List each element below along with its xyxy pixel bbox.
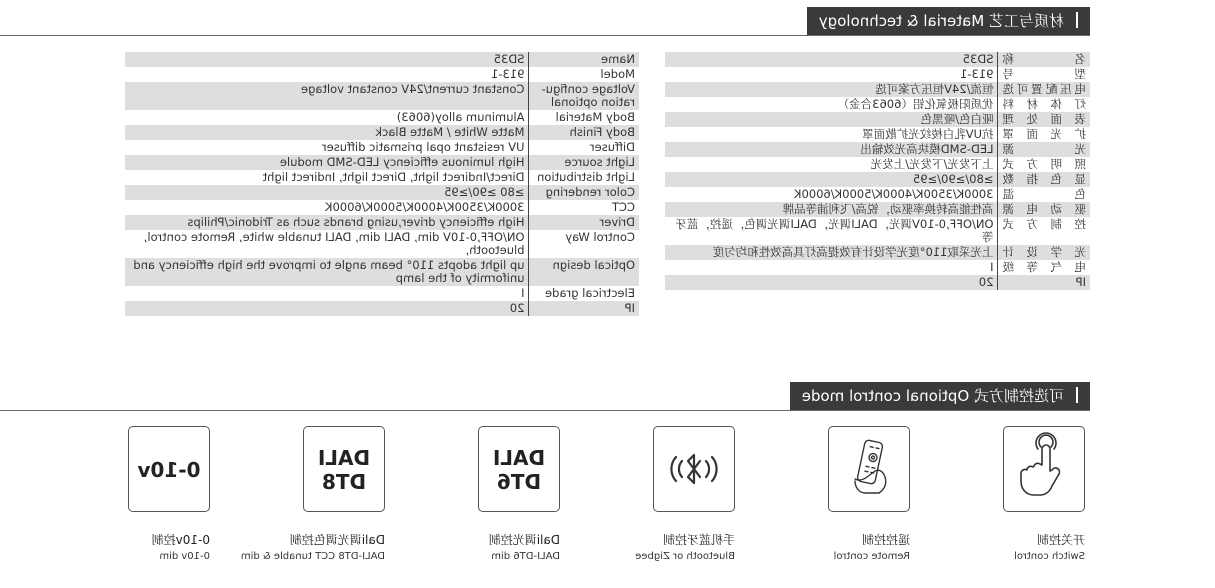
spec-value: SD35: [665, 52, 998, 67]
dali-dt6-box: [478, 426, 560, 512]
spec-key: Model: [529, 67, 639, 82]
spec-value: ON/OFF,0-10V dim, DALI dim, DALI tunable white, Remote control, bluetooth,: [143, 230, 525, 257]
spec-value: High efficiency driver,using brands such as Tridonic/Philips: [125, 215, 529, 230]
remote-control-icon: [829, 427, 909, 511]
spec-row: [665, 202, 1090, 217]
dali-dt6-icon: [479, 427, 559, 511]
spec-key: Diffuser: [529, 140, 639, 155]
spec-row: [125, 301, 639, 316]
spec-row: [125, 286, 639, 301]
spec-row: [665, 260, 1090, 275]
control-caption-en: DALI-DT8 CCT tunable & dim: [240, 551, 385, 562]
spec-value: 优质阳极氧化铝（6063合金）: [837, 97, 994, 111]
spec-value: 20: [665, 275, 998, 290]
bluetooth-icon: [654, 427, 734, 511]
spec-key: Driver: [529, 215, 639, 230]
spec-value: 20: [125, 301, 529, 316]
spec-value: 上下发光/下发光/上发光: [870, 157, 994, 171]
spec-value: Aluminum alloy(6063): [396, 110, 525, 124]
dali-dt8-icon: [304, 427, 384, 511]
spec-value: High luminous efficiency LED-SMD module: [125, 155, 529, 170]
spec-key: 光 源: [998, 142, 1090, 157]
spec-row: [665, 245, 1090, 260]
spec-key: Name: [529, 52, 639, 67]
spec-key: Optical design: [529, 258, 639, 286]
dali-dt8-line1: DALI: [317, 446, 371, 470]
header-divider: [1076, 387, 1078, 403]
dali-dt8-box: [303, 426, 385, 512]
control-caption-en: DALI-DT6 dim: [491, 551, 560, 562]
spec-value: up light adopts 110° beam angle to improve the high efficiency and uniformity of the lamp: [125, 258, 529, 286]
spec-key: 控制方式: [998, 217, 1090, 245]
spec-key: Color rendering: [529, 185, 639, 200]
spec-value: ≥80/≥90/≥95: [665, 172, 998, 187]
control-caption-cn: 0-10v控制: [151, 533, 210, 547]
switch-control-box: [1003, 426, 1085, 512]
control-caption-cn: 开关控制: [1036, 533, 1085, 547]
spec-row: [665, 275, 1090, 290]
spec-value: 恒流/24V恒压方案可选: [665, 82, 998, 97]
spec-row: [125, 200, 639, 215]
material-header-rule: [0, 35, 1090, 36]
spec-row: [125, 82, 639, 110]
spec-value: 913-1: [960, 67, 994, 81]
spec-value: 抗UV乳白棱纹光扩散面罩: [862, 127, 994, 141]
hand-press-icon: [1004, 427, 1084, 511]
spec-row: [125, 258, 639, 286]
spec-value: Direct/Indirect light, Direct light, Indirect light: [262, 170, 525, 184]
spec-row: [125, 230, 639, 258]
control-header-text: 可选控制方式 Optional control mode: [801, 387, 1064, 405]
spec-key: 扩 光 面 罩: [998, 127, 1090, 142]
spec-value: ON/OFF,0-10V调光，DALI调光，DALI调光调色，遥控，蓝牙等: [675, 217, 994, 244]
dali-dt6-line2: DT6: [496, 470, 542, 494]
spec-row: [665, 52, 1090, 67]
dali-dt6-line1: DALI: [492, 446, 546, 470]
spec-key: 表 面 处 理: [998, 112, 1090, 127]
spec-row: [125, 185, 639, 200]
spec-row: [665, 157, 1090, 172]
spec-key: Light distribution: [529, 170, 639, 185]
spec-value: 高性能高转换率驱动，锐高/飞利浦等品牌: [665, 202, 998, 217]
remote-control-box: [828, 426, 910, 512]
spec-value: UV resistant opal prismatic diffuser: [321, 140, 525, 154]
spec-value: 3000K/3500K/4000K/5000K/6000K: [793, 187, 994, 201]
control-caption-en: Bluetooth or Zigbee: [635, 551, 735, 562]
spec-row: [665, 67, 1090, 82]
spec-value: I: [990, 260, 994, 274]
material-header: [807, 7, 1090, 35]
spec-value: Constant current/24V constant voltage: [125, 82, 529, 110]
spec-row: [125, 67, 639, 82]
spec-row: [665, 142, 1090, 157]
spec-value: Matte White / Matte Black: [125, 125, 529, 140]
dimmer-0-10v-label: 0-10v: [137, 458, 201, 482]
spec-key: Control Way: [529, 230, 639, 258]
spec-key: Body Material: [529, 110, 639, 125]
spec-key: 显 色 指 数: [998, 172, 1090, 187]
spec-row: [125, 110, 639, 125]
control-caption-cn: 遥控控制: [861, 533, 910, 547]
spec-value: 913-1: [491, 67, 525, 81]
spec-row: [665, 187, 1090, 202]
spec-value: ≥80 ≥90/≥95: [125, 185, 529, 200]
spec-table-cn: [665, 52, 1090, 290]
spec-key: IP: [529, 301, 639, 316]
material-header-text: 材质与工艺 Material & technology: [818, 12, 1064, 30]
spec-key: Light source: [529, 155, 639, 170]
control-caption-cn: Dali调光调色控制: [289, 533, 385, 547]
spec-key: Electrical grade: [529, 286, 639, 301]
dimmer-0-10v-box: [128, 426, 210, 512]
spec-row: [125, 140, 639, 155]
spec-row: [125, 52, 639, 67]
spec-value: 哑白色/哑黑色: [665, 112, 998, 127]
spec-table-en: [125, 52, 639, 316]
spec-row: [665, 112, 1090, 127]
spec-key: Body Finish: [529, 125, 639, 140]
control-caption-en: 0-10v dim: [159, 551, 210, 562]
bluetooth-control-box: [653, 426, 735, 512]
control-caption-cn: Dali调光控制: [488, 533, 560, 547]
spec-row: [125, 125, 639, 140]
spec-value: I: [521, 286, 525, 300]
spec-row: [665, 217, 1090, 245]
spec-key: CCT: [529, 200, 639, 215]
spec-key: 灯 体 材 料: [998, 97, 1090, 112]
spec-value: 上光采取110°度光学设计有效提高灯具高效性和均匀度: [665, 245, 998, 260]
control-header-rule: [0, 410, 1090, 411]
spec-value: SD35: [125, 52, 529, 67]
spec-key: 照明方式: [998, 157, 1090, 172]
spec-key: 电压配置可选: [998, 82, 1090, 97]
spec-key: 色 温: [998, 187, 1090, 202]
spec-key: 光学设计: [998, 245, 1090, 260]
spec-row: [665, 82, 1090, 97]
spec-key: 电 气 等 级: [998, 260, 1090, 275]
spec-key: Voltage configu-ration optional: [529, 82, 639, 110]
spec-key: 名 称: [998, 52, 1090, 67]
spec-row: [125, 155, 639, 170]
spec-row: [125, 170, 639, 185]
spec-row: [125, 215, 639, 230]
spec-key: 型号: [998, 67, 1090, 82]
spec-key: 驱 动 电 源: [998, 202, 1090, 217]
control-caption-cn: 手机蓝牙控制: [662, 533, 735, 547]
control-header: [790, 382, 1090, 410]
spec-row: [665, 172, 1090, 187]
spec-value: LED-SMD模块高光效输出: [665, 142, 998, 157]
spec-value: 3000K/3500K/4000K/5000K/6000K: [324, 200, 525, 214]
control-caption-en: Switch control: [1014, 551, 1085, 562]
dali-dt8-line2: DT8: [321, 470, 367, 494]
spec-key: IP: [998, 275, 1090, 290]
dimmer-0-10v-icon: [129, 427, 209, 511]
spec-row: [665, 127, 1090, 142]
spec-row: [665, 97, 1090, 112]
control-caption-en: Remote control: [833, 551, 910, 562]
header-divider: [1076, 12, 1078, 28]
